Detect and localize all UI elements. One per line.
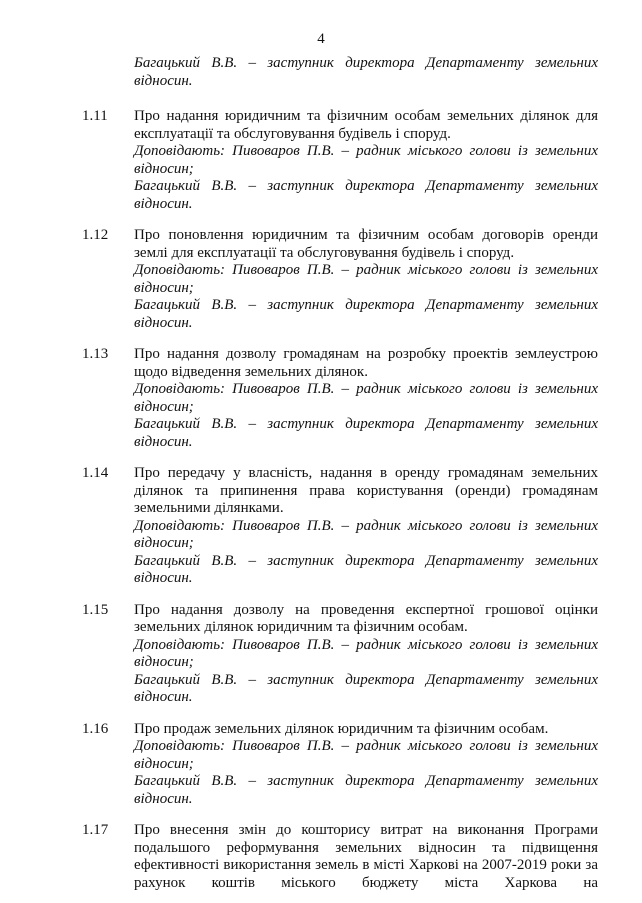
item-title: Про надання дозволу на проведення експертної грошової оцінки земельних ділянок юридичним та фізичним особам. [134, 601, 598, 635]
item-title: Про внесення змін до кошторису витрат на виконання Програми подальшого реформування земельних відносин та підвищення ефективності використання земель в місті Харкові на 2007-2019 роки за рахунок коштів міського бюджету міста Харкова на [134, 822, 598, 891]
item-title: Про надання юридичним та фізичним особам земельних ділянок для експлуатації та обслуговування будівель і споруд. [134, 108, 598, 142]
item-body [134, 602, 598, 707]
item-title: Про поновлення юридичним та фізичним особам договорів оренди землі для експлуатації та обслуговування будівель і споруд. [134, 227, 598, 261]
item-number: 1.14 [82, 465, 109, 481]
item-title: Про продаж земельних ділянок юридичним та фізичним особам. [134, 720, 549, 737]
reporter-line: Доповідають: Пивоваров П.В. – радник міського голови із земельних відносин; [134, 381, 598, 415]
co-reporter-line: Багацький В.В. – заступник директора Департаменту земельних відносин. [134, 671, 598, 705]
item-title: Про передачу у власність, надання в оренду громадянам земельних ділянок та припинення права користування (оренди) громадянам земельними ділянками. [134, 465, 598, 516]
co-reporter-line: Багацький В.В. – заступник директора Департаменту земельних відносин. [134, 416, 598, 450]
item-body [134, 108, 598, 213]
reporter-line: Доповідають: Пивоваров П.В. – радник міського голови із земельних відносин; [134, 143, 598, 177]
agenda-item-1-14 [82, 465, 598, 588]
agenda-content [82, 55, 598, 892]
co-reporter-line: Багацький В.В. – заступник директора Департаменту земельних відносин. [134, 178, 598, 212]
co-reporter-line: Багацький В.В. – заступник директора Департаменту земельних відносин. [134, 773, 598, 807]
item-body [134, 465, 598, 588]
agenda-item-1-16 [82, 721, 598, 809]
continuation-block [134, 55, 598, 90]
item-body [134, 822, 598, 892]
reporter-line: Доповідають: Пивоваров П.В. – радник міського голови із земельних відносин; [134, 262, 598, 296]
item-body [134, 346, 598, 451]
reporter-line: Доповідають: Пивоваров П.В. – радник міського голови із земельних відносин; [134, 636, 598, 670]
speaker-line: Багацький В.В. – заступник директора Департаменту земельних відносин. [134, 55, 598, 89]
reporter-line: Доповідають: Пивоваров П.В. – радник міського голови із земельних відносин; [134, 517, 598, 551]
item-body [134, 227, 598, 332]
agenda-item-1-11 [82, 108, 598, 213]
item-body [134, 721, 598, 809]
agenda-item-1-12 [82, 227, 598, 332]
item-number: 1.17 [82, 822, 109, 838]
page-number: 4 [317, 31, 325, 47]
reporter-line: Доповідають: Пивоваров П.В. – радник міського голови із земельних відносин; [134, 738, 598, 772]
item-number: 1.15 [82, 601, 109, 618]
item-number: 1.11 [82, 108, 108, 124]
agenda-item-1-17 [82, 822, 598, 892]
item-title: Про надання дозволу громадянам на розробку проектів землеустрою щодо відведення земельних ділянок. [134, 346, 598, 380]
agenda-item-1-15 [82, 602, 598, 707]
co-reporter-line: Багацький В.В. – заступник директора Департаменту земельних відносин. [134, 552, 598, 586]
item-number: 1.13 [82, 346, 109, 362]
agenda-item-1-13 [82, 346, 598, 451]
item-number: 1.16 [82, 720, 109, 737]
item-number: 1.12 [82, 227, 109, 243]
co-reporter-line: Багацький В.В. – заступник директора Департаменту земельних відносин. [134, 297, 598, 331]
